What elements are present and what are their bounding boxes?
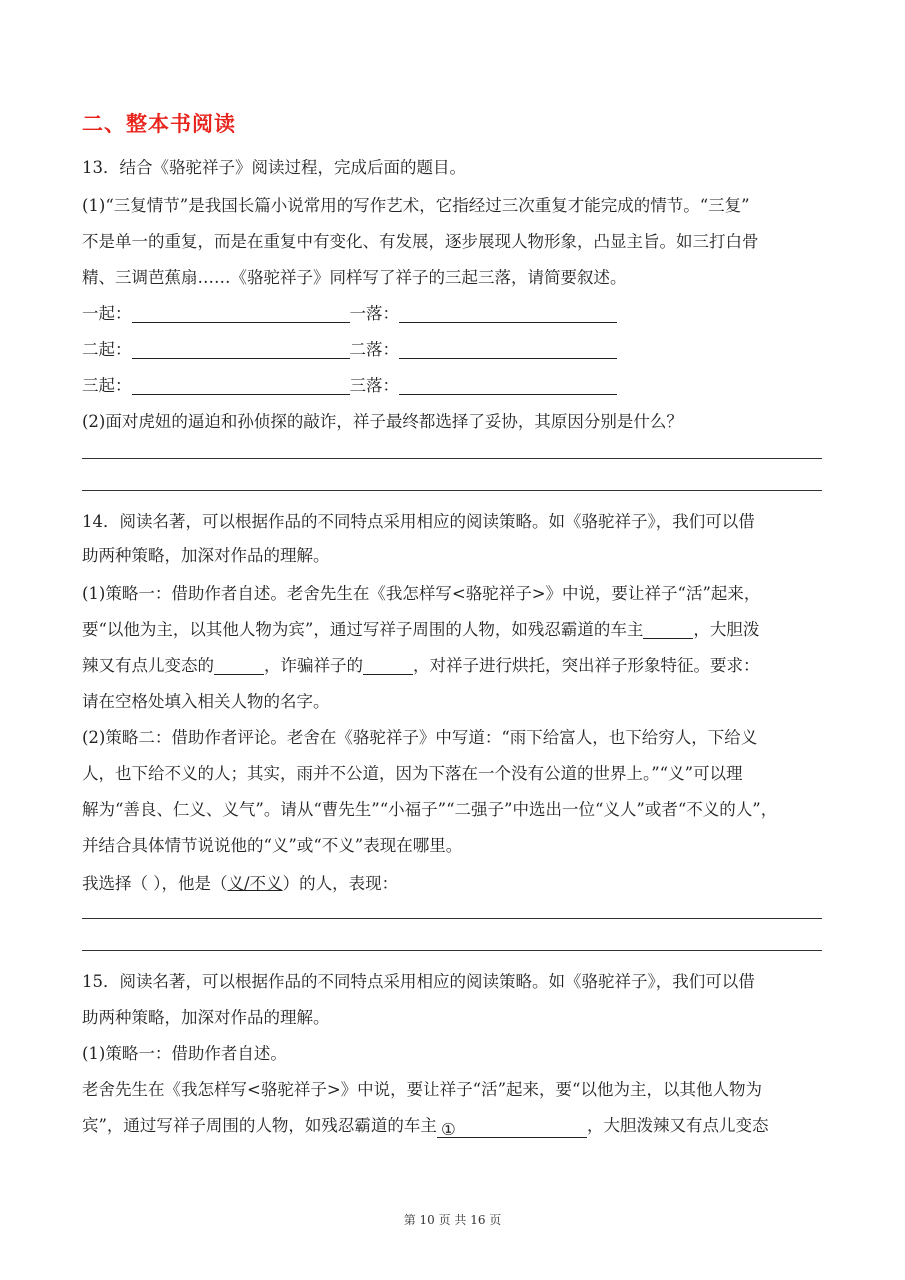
fall3-label: 三落： [349, 376, 399, 395]
answer-line[interactable] [82, 490, 822, 491]
owner-blank[interactable] [643, 620, 693, 639]
q13-p1-line3: 精、三调芭蕉扇……《骆驼祥子》同样写了祥子的三起三落，请简要叙述。 [82, 268, 627, 287]
section-title: 二、整本书阅读 [82, 112, 236, 136]
q14-line1: 14．阅读名著，可以根据作品的不同特点采用相应的阅读策略。如《骆驼祥子》，我们可以借 [82, 512, 755, 531]
q15-line2: 助两种策略，加深对作品的理解。 [82, 1008, 330, 1027]
q14-s2-line4: 并结合具体情节说说他的“义”或“不义”表现在哪里。 [82, 836, 463, 855]
fall1-label: 一落： [349, 304, 399, 323]
q13-rise-fall-row-1 [82, 304, 642, 324]
choice-suffix: ）的人，表现： [282, 874, 399, 893]
swindler-blank[interactable] [363, 656, 413, 675]
rise2-label: 二起： [82, 340, 132, 359]
fall2-blank[interactable] [399, 340, 617, 359]
q13-stem: 13．结合《骆驼祥子》阅读过程，完成后面的题目。 [82, 158, 466, 177]
fall3-blank[interactable] [399, 376, 617, 395]
q14-s1-line2 [82, 620, 822, 640]
rise3-label: 三起： [82, 376, 132, 395]
q13-p2: (2)面对虎妞的逼迫和孙侦探的敲诈，祥子最终都选择了妥协，其原因分别是什么？ [82, 412, 683, 431]
q15-line5 [82, 1116, 822, 1138]
fall2-label: 二落： [349, 340, 399, 359]
answer-line[interactable] [82, 458, 822, 459]
q14-choice-line [82, 874, 822, 894]
q14-s1-line3-a: 辣又有点儿变态的 [82, 656, 214, 675]
q15-line1: 15．阅读名著，可以根据作品的不同特点采用相应的阅读策略。如《骆驼祥子》，我们可以借 [82, 972, 755, 991]
fall1-blank[interactable] [399, 304, 617, 323]
q14-s2-line3: 解为“善良、仁义、义气”。请从“曹先生”“小福子”“二强子”中选出一位“义人”或者“不义的人”， [82, 800, 778, 819]
q14-s1-line3-c: ，对祥子进行烘托，突出祥子形象特征。要求： [413, 656, 760, 675]
page-footer: 第 10 页 共 16 页 [403, 1213, 502, 1227]
q13-rise-fall-row-3 [82, 376, 642, 396]
q14-s2-line2: 人，也下给不义的人；其实，雨并不公道，因为下落在一个没有公道的世界上。”“义”可以理 [82, 764, 743, 783]
answer-line[interactable] [82, 950, 822, 951]
rise1-label: 一起： [82, 304, 132, 323]
q15-line5-a: 宾”，通过写祥子周围的人物，如残忍霸道的车主 [82, 1116, 437, 1135]
q15-line4: 老舍先生在《我怎样写<骆驼祥子>》中说，要让祥子“活”起来，要“以他为主，以其他人物为 [82, 1080, 762, 1099]
q14-s2-line1: (2)策略二：借助作者评论。老舍在《骆驼祥子》中写道：“雨下给富人，也下给穷人，下给义 [82, 728, 758, 747]
rise3-blank[interactable] [132, 376, 350, 395]
bold-woman-blank[interactable] [214, 656, 264, 675]
q14-line2: 助两种策略，加深对作品的理解。 [82, 546, 330, 565]
q13-p1-line2: 不是单一的重复，而是在重复中有变化、有发展，逐步展现人物形象，凸显主旨。如三打白骨 [82, 232, 759, 251]
rise1-blank[interactable] [132, 304, 350, 323]
q14-s1-line1: (1)策略一：借助作者自述。老舍先生在《我怎样写<骆驼祥子>》中说，要让祥子“活”起来， [82, 584, 761, 603]
q14-s1-line2-end: ，大胆泼 [693, 620, 760, 639]
rise2-blank[interactable] [132, 340, 350, 359]
choice-prefix: 我选择（ ），他是（ [82, 874, 228, 893]
q13-p1-line1: (1)“三复情节”是我国长篇小说常用的写作艺术，它指经过三次重复才能完成的情节。“三复” [82, 196, 750, 215]
answer-line[interactable] [82, 918, 822, 919]
q14-s1-line3-b: ，诈骗祥子的 [264, 656, 363, 675]
blank-1[interactable] [437, 1120, 587, 1138]
q14-s1-line3 [82, 656, 822, 676]
q15-s1: (1)策略一：借助作者自述。 [82, 1044, 287, 1063]
q15-line5-b: ，大胆泼辣又有点儿变态 [586, 1116, 769, 1135]
blank-1-marker: ① [440, 1120, 456, 1139]
choice-options: 义/不义 [227, 874, 283, 893]
q13-rise-fall-row-2 [82, 340, 642, 360]
q14-s1-line2-text: 要“以他为主，以其他人物为宾”，通过写祥子周围的人物，如残忍霸道的车主 [82, 620, 644, 639]
q14-s1-line4: 请在空格处填入相关人物的名字。 [82, 692, 330, 711]
